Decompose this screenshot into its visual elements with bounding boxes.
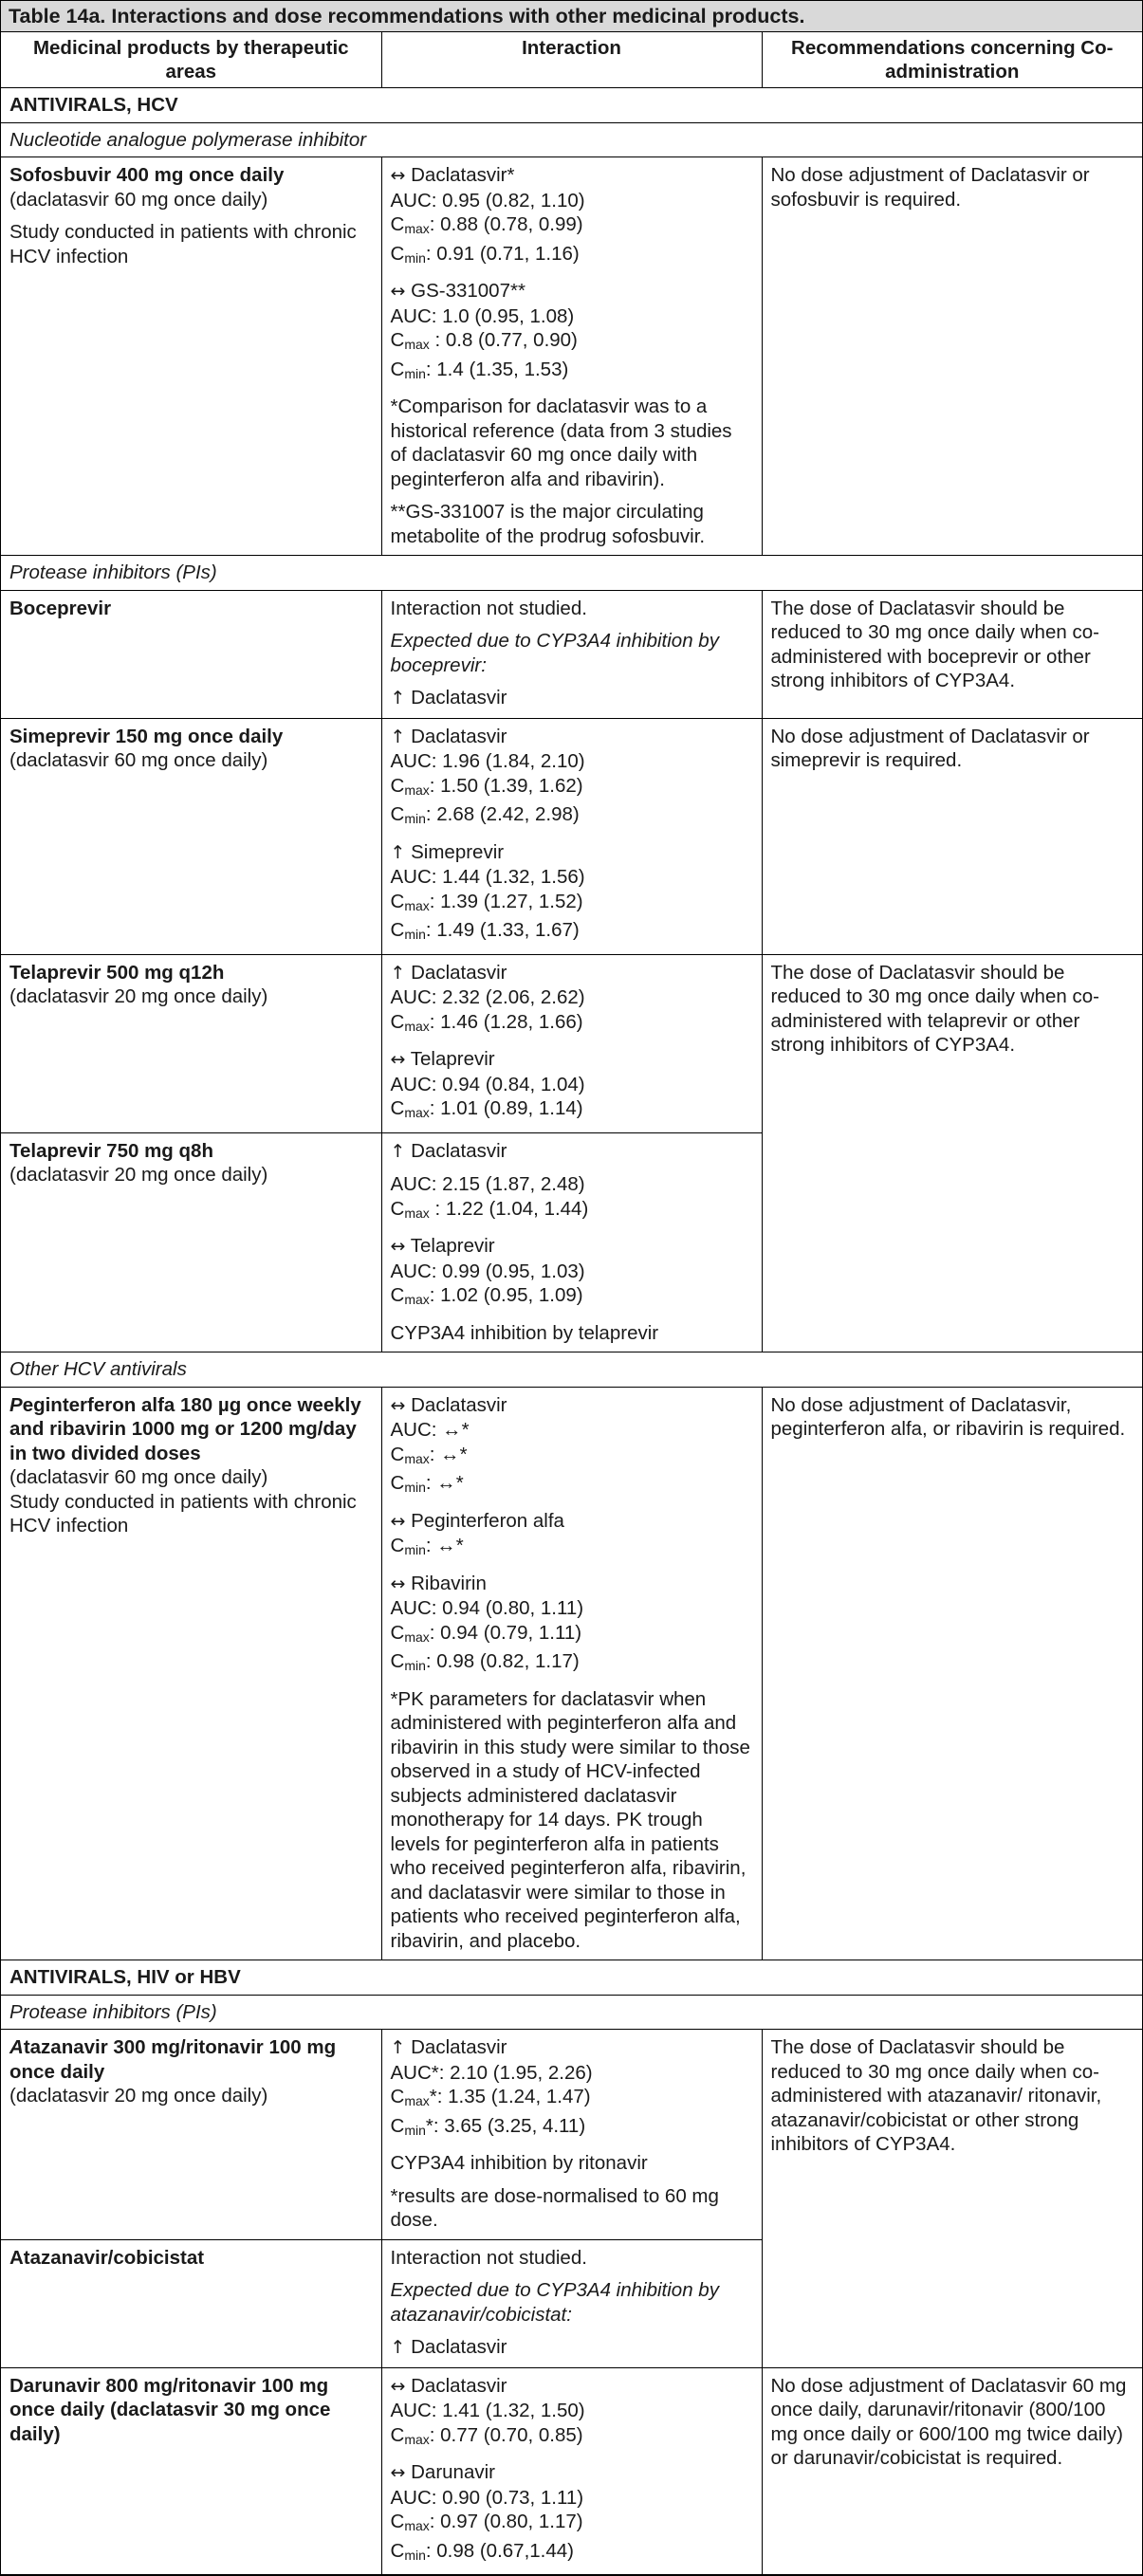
- cmax-value: Cmax: 0.88 (0.78, 0.99): [390, 213, 583, 236]
- section-title: ANTIVIRALS, HCV: [1, 88, 1142, 123]
- interaction-heading: ↑ Daclatasvir: [390, 725, 507, 747]
- interaction-heading: ↔ Ribavirin: [390, 1572, 487, 1594]
- drug-dose: (daclatasvir 20 mg once daily): [9, 1164, 268, 1186]
- interaction-cell: [381, 157, 762, 556]
- cmax-value: Cmax: 0.97 (0.80, 1.17): [390, 2511, 583, 2533]
- interaction-cell: [381, 2030, 762, 2240]
- interaction-text: Expected due to CYP3A4 inhibition by atazanavir/cobicistat:: [390, 2279, 725, 2326]
- table-row-simeprevir: [1, 718, 1142, 954]
- subsection-row-protease-hiv: [1, 1995, 1142, 2030]
- table-row-peginterferon: [1, 1387, 1142, 1960]
- drug-name: Peginterferon alfa 180 µg once weekly and ribavirin 1000 mg or 1200 mg/day in two divided doses: [9, 1393, 367, 1464]
- interaction-heading: ↑ Daclatasvir: [390, 687, 507, 708]
- table-row-boceprevir: [1, 590, 1142, 718]
- cmin-value: Cmin: 0.91 (0.71, 1.16): [390, 242, 580, 266]
- section-row-hcv: [1, 88, 1142, 123]
- interactions-table: [1, 32, 1142, 2575]
- auc-value: AUC: 0.94 (0.80, 1.11): [390, 1597, 584, 1619]
- auc-value: AUC: 1.44 (1.32, 1.56): [390, 866, 585, 888]
- no-effect-icon: ↔: [390, 1394, 406, 1416]
- cmax-value: Cmax: 1.02 (0.95, 1.09): [390, 1284, 583, 1307]
- subsection-title: Other HCV antivirals: [1, 1352, 1142, 1388]
- subsection-row-protease: [1, 556, 1142, 591]
- auc-value: AUC: 1.41 (1.32, 1.50): [390, 2400, 585, 2421]
- auc-value: AUC*: 2.10 (1.95, 2.26): [390, 2061, 593, 2084]
- interaction-heading: ↔ Peginterferon alfa: [390, 1509, 564, 1532]
- interaction-text: Expected due to CYP3A4 inhibition by boceprevir:: [390, 630, 725, 676]
- drug-name: Simeprevir 150 mg once daily: [9, 725, 284, 747]
- cmin-value: Cmin: ↔*: [390, 1472, 464, 1495]
- cmax-value: Cmax: 1.50 (1.39, 1.62): [390, 774, 583, 798]
- table-caption: Table 14a. Interactions and dose recommendations with other medicinal products.: [1, 1, 1142, 32]
- increase-icon: ↑: [390, 2037, 406, 2058]
- cmax-value: Cmax: 1.46 (1.28, 1.66): [390, 1010, 583, 1034]
- drug-dose: (daclatasvir 60 mg once daily): [9, 749, 268, 771]
- subsection-title: Protease inhibitors (PIs): [1, 1995, 1142, 2030]
- auc-value: AUC: 1.0 (0.95, 1.08): [390, 304, 575, 327]
- interaction-heading: ↔ Daclatasvir: [390, 2374, 507, 2397]
- auc-value: AUC: 1.96 (1.84, 2.10): [390, 750, 585, 772]
- interaction-cell: [381, 1132, 762, 1352]
- drug-name: Atazanavir 300 mg/ritonavir 100 mg once daily: [9, 2036, 341, 2083]
- table-row-telaprevir-500: [1, 954, 1142, 1132]
- cmax-value: Cmax*: 1.35 (1.24, 1.47): [390, 2086, 591, 2108]
- no-effect-icon: ↔: [390, 2375, 406, 2397]
- auc-value: AUC: 0.90 (0.73, 1.11): [390, 2486, 584, 2509]
- drug-cell: [1, 590, 381, 718]
- interaction-heading: ↑ Daclatasvir: [390, 2336, 507, 2358]
- drug-name: Telaprevir 750 mg q8h: [9, 1139, 213, 1162]
- interaction-heading: ↔ Daclatasvir: [390, 1393, 507, 1416]
- drug-cell: [1, 2367, 381, 2575]
- recommendation-cell: No dose adjustment of Daclatasvir 60 mg once daily, darunavir/ritonavir (800/100 mg once daily or 600/100 mg twice daily) or darunavir/cobicistat is required.: [762, 2367, 1142, 2575]
- recommendation-cell: No dose adjustment of Daclatasvir or simeprevir is required.: [762, 718, 1142, 954]
- recommendation-cell: No dose adjustment of Daclatasvir, peginterferon alfa, or ribavirin is required.: [762, 1387, 1142, 1960]
- table-row-darunavir: [1, 2367, 1142, 2575]
- cmin-value: Cmin: 1.49 (1.33, 1.67): [390, 919, 580, 942]
- auc-value: AUC: 2.15 (1.87, 2.48): [390, 1173, 585, 1195]
- drug-dose: (daclatasvir 20 mg once daily): [9, 2085, 268, 2107]
- cmax-value: Cmax : 0.8 (0.77, 0.90): [390, 329, 578, 352]
- footnote: *PK parameters for daclatasvir when administered with peginterferon alfa and ribavirin in this study were similar to those observed in a study of HCV-infected subjects administered daclatasvir monotherapy for 14 days. PK trough levels for peginterferon alfa in patients who received peginterferon alfa, ribavirin, and daclatasvir were similar to those in patients who received peginterferon alfa, ribavirin, and placebo.: [390, 1687, 756, 1952]
- auc-value: AUC: ↔*: [390, 1419, 470, 1441]
- subsection-row-other-hcv: [1, 1352, 1142, 1388]
- subsection-title: Protease inhibitors (PIs): [1, 556, 1142, 591]
- drug-name: Sofosbuvir 400 mg once daily: [9, 164, 285, 186]
- recommendation-cell: No dose adjustment of Daclatasvir or sofosbuvir is required.: [762, 157, 1142, 556]
- header-interaction: Interaction: [381, 32, 762, 88]
- no-effect-icon: ↔: [390, 281, 406, 302]
- recommendation-cell: The dose of Daclatasvir should be reduced to 30 mg once daily when co-administered with telaprevir or other strong inhibitors of CYP3A4.: [762, 954, 1142, 1352]
- cmax-value: Cmax : 1.22 (1.04, 1.44): [390, 1197, 589, 1221]
- interaction-heading: ↑ Simeprevir: [390, 840, 505, 863]
- drug-dose: (daclatasvir 60 mg once daily): [9, 188, 268, 211]
- section-title: ANTIVIRALS, HIV or HBV: [1, 1960, 1142, 1996]
- interaction-heading: ↑ Daclatasvir: [390, 961, 507, 984]
- increase-icon: ↑: [390, 688, 406, 708]
- table-row-sofosbuvir: [1, 157, 1142, 556]
- footnote: **GS-331007 is the major circulating metabolite of the prodrug sofosbuvir.: [390, 501, 710, 547]
- drug-dose: (daclatasvir 60 mg once daily): [9, 1466, 268, 1488]
- header-row: [1, 32, 1142, 88]
- drug-cell: [1, 1387, 381, 1960]
- footnote: CYP3A4 inhibition by telaprevir: [390, 1321, 659, 1344]
- auc-value: AUC: 2.32 (2.06, 2.62): [390, 986, 585, 1008]
- auc-value: AUC: 0.94 (0.84, 1.04): [390, 1073, 585, 1095]
- section-row-hiv: [1, 1960, 1142, 1996]
- interaction-cell: [381, 2239, 762, 2367]
- drug-name: Telaprevir 500 mg q12h: [9, 961, 225, 984]
- interaction-heading: ↑ Daclatasvir: [390, 1139, 507, 1162]
- drug-cell: [1, 2239, 381, 2367]
- auc-value: AUC: 0.95 (0.82, 1.10): [390, 189, 585, 212]
- increase-icon: ↑: [390, 962, 406, 984]
- interaction-cell: [381, 2367, 762, 2575]
- drug-name: Boceprevir: [9, 597, 112, 619]
- interaction-cell: [381, 590, 762, 718]
- table-row-atazanavir-ritonavir: [1, 2030, 1142, 2240]
- recommendation-cell: The dose of Daclatasvir should be reduced to 30 mg once daily when co-administered with boceprevir or other strong inhibitors of CYP3A4.: [762, 590, 1142, 718]
- interaction-cell: [381, 718, 762, 954]
- cmin-value: Cmin: 2.68 (2.42, 2.98): [390, 803, 580, 826]
- cmax-value: Cmax: ↔*: [390, 1443, 468, 1466]
- no-effect-icon: ↔: [390, 1573, 406, 1594]
- increase-icon: ↑: [390, 1140, 406, 1162]
- subsection-title: Nucleotide analogue polymerase inhibitor: [1, 122, 1142, 157]
- no-effect-icon: ↔: [390, 1510, 406, 1532]
- drug-cell: [1, 2030, 381, 2240]
- interaction-heading: ↔ Daclatasvir*: [390, 164, 515, 186]
- drug-name: Atazanavir/cobicistat: [9, 2246, 205, 2269]
- drug-dose: (daclatasvir 20 mg once daily): [9, 985, 268, 1007]
- no-effect-icon: ↔: [390, 165, 406, 186]
- header-therapeutic-area: Medicinal products by therapeutic areas: [1, 32, 381, 88]
- cmin-value: Cmin: 0.98 (0.82, 1.17): [390, 1650, 580, 1673]
- interaction-heading: ↔ GS-331007**: [390, 280, 525, 302]
- drug-note: Study conducted in patients with chronic HCV infection: [9, 1490, 362, 1536]
- interaction-heading: ↔ Telaprevir: [390, 1048, 495, 1070]
- drug-note: Study conducted in patients with chronic HCV infection: [9, 221, 362, 267]
- cmin-value: Cmin: 0.98 (0.67,1.44): [390, 2539, 575, 2563]
- interaction-cell: [381, 954, 762, 1132]
- drug-name: Darunavir 800 mg/ritonavir 100 mg once daily (daclatasvir 30 mg once daily): [9, 2374, 337, 2445]
- interaction-heading: ↔ Telaprevir: [390, 1235, 495, 1257]
- cmax-value: Cmax: 0.77 (0.70, 0.85): [390, 2423, 583, 2447]
- cmax-value: Cmax: 0.94 (0.79, 1.11): [390, 1621, 582, 1645]
- cmin-value: Cmin: ↔*: [390, 1535, 464, 1557]
- interaction-text: Interaction not studied.: [390, 2246, 587, 2269]
- recommendation-cell: The dose of Daclatasvir should be reduced to 30 mg once daily when co-administered with atazanavir/ ritonavir, atazanavir/cobicistat or other strong inhibitors of CYP3A4.: [762, 2030, 1142, 2368]
- drug-cell: [1, 1132, 381, 1352]
- increase-icon: ↑: [390, 726, 406, 747]
- interaction-text: Interaction not studied.: [390, 597, 587, 619]
- footnote: *Comparison for daclatasvir was to a historical reference (data from 3 studies of daclatasvir 60 mg once daily with peginterferon alfa and ribavirin).: [390, 396, 738, 490]
- interaction-heading: ↔ Darunavir: [390, 2461, 495, 2483]
- interaction-cell: [381, 1387, 762, 1960]
- cmin-value: Cmin: 1.4 (1.35, 1.53): [390, 358, 569, 381]
- drug-cell: [1, 718, 381, 954]
- no-effect-icon: ↔: [390, 2462, 406, 2483]
- footnote: *results are dose-normalised to 60 mg dose.: [390, 2184, 725, 2231]
- increase-icon: ↑: [390, 2337, 406, 2358]
- drug-cell: [1, 954, 381, 1132]
- cmin-value: Cmin*: 3.65 (3.25, 4.11): [390, 2114, 586, 2138]
- cmax-value: Cmax: 1.39 (1.27, 1.52): [390, 890, 583, 913]
- cmax-value: Cmax: 1.01 (0.89, 1.14): [390, 1097, 583, 1120]
- drug-cell: [1, 157, 381, 556]
- header-recommendations: Recommendations concerning Co-administration: [762, 32, 1142, 88]
- increase-icon: ↑: [390, 841, 406, 863]
- footnote: CYP3A4 inhibition by ritonavir: [390, 2152, 648, 2174]
- subsection-row-nucleotide: [1, 122, 1142, 157]
- interaction-heading: ↑ Daclatasvir: [390, 2036, 507, 2058]
- no-effect-icon: ↔: [390, 1049, 406, 1070]
- no-effect-icon: ↔: [390, 1236, 406, 1257]
- auc-value: AUC: 0.99 (0.95, 1.03): [390, 1260, 585, 1282]
